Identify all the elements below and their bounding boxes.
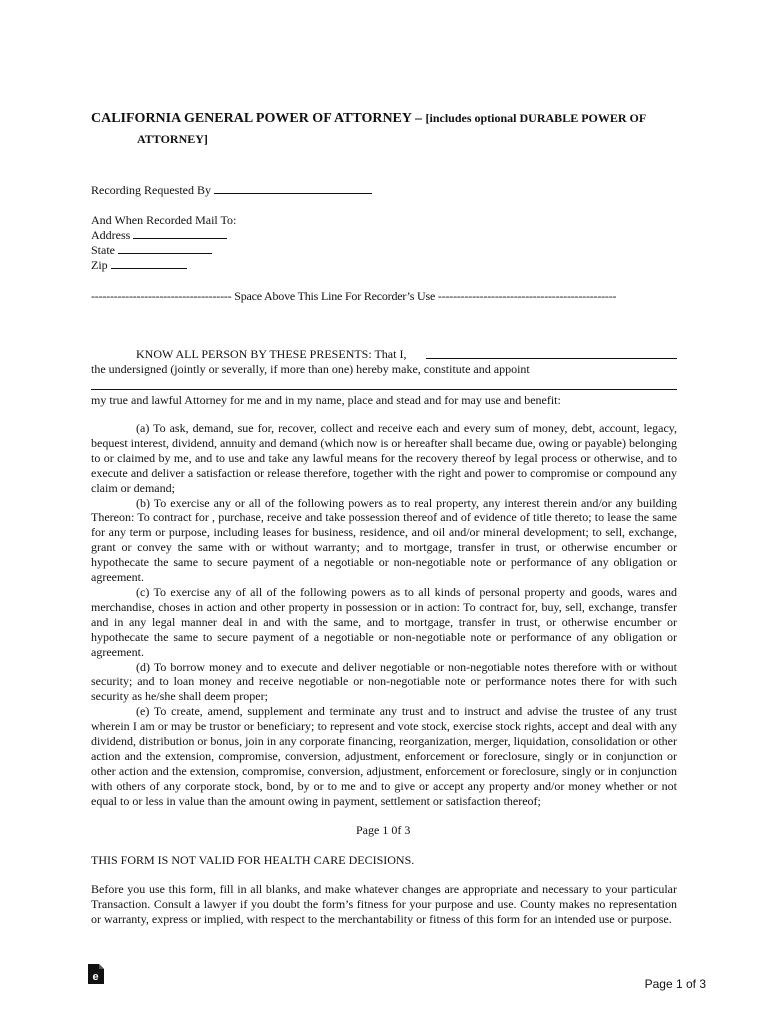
zip-row <box>91 258 187 273</box>
state-blank[interactable] <box>118 243 212 254</box>
footer-page-number: Page 1 of 3 <box>644 977 706 991</box>
svg-text:e: e <box>92 971 99 983</box>
power-b: (b) To exercise any or all of the following powers as to real property, any interest therein and/or any building Thereon: To contract for , purchase, receive and take possession thereof and of evidence of title thereto; to lease the same for any term or purpose, including leases for business, residence, and oil and/or mineral development; to sell, exchange, grant or convey the same with or without warranty; and to mortgage, transfer in trust, or otherwise encumber or hypothecate the same to secure payment of a negotiable or non-negotiable note or performance of any obligation or agreement. <box>91 495 677 585</box>
disclaimer-text <box>91 882 677 927</box>
attorney-name-blank[interactable] <box>91 389 677 390</box>
powers-section <box>91 421 677 809</box>
zip-label: Zip <box>91 258 108 272</box>
power-a: (a) To ask, demand, sue for, recover, collect and receive each and every sum of money, debt, account, legacy, bequest interest, dividend, annuity and demand (which now is or hereafter shall became due, owing or payable) belonging to or claimed by me, and to use and take any lawful means for the recovery thereof by legal process or otherwise, and to execute and deliver a satisfaction or release therefore, together with the right and power to compromise or compound any claim or demand; <box>91 421 677 495</box>
document-e-logo-icon <box>87 963 105 985</box>
know-all-text: KNOW ALL PERSON BY THESE PRESENTS: That I, <box>136 347 407 361</box>
power-c: (c) To exercise any of all of the following powers as to all kinds of personal property and goods, wares and merchandise, choses in action and other property in possession or in action: To contract for, buy, sell, exchange, transfer and in any legal manner deal in and with the same, and to mortgage, transfer in trust, or otherwise encumber or hypothecate the same to secure payment of a negotiable or non-negotiable note or performance of any obligation or agreement. <box>91 584 677 659</box>
grantor-name-blank[interactable] <box>426 358 677 359</box>
zip-blank[interactable] <box>111 258 187 269</box>
attorney-line-text: my true and lawful Attorney for me and in my name, place and stead and for may use and benefit: <box>91 393 561 407</box>
mail-to-label: And When Recorded Mail To: <box>91 213 237 227</box>
recording-requested-row <box>91 183 372 198</box>
recorder-divider: ------------------------------------- Space Above This Line For Recorder’s Use ----------------------------------------------- <box>91 289 617 303</box>
title-main: CALIFORNIA GENERAL POWER OF ATTORNEY – <box>91 111 426 126</box>
disclaimer-paragraph: Before you use this form, fill in all blanks, and make whatever changes are appropriate and necessary to your particular Transaction. Consult a lawyer if you doubt the form’s fitness for your purpose and use. County makes no representation or warranty, express or implied, with respect to the merchantability or fitness of this form for an intended use or purpose. <box>91 882 677 926</box>
know-all-row <box>136 347 406 362</box>
title-optional-continued: ATTORNEY] <box>137 132 208 146</box>
title-optional: [includes optional DURABLE POWER OF <box>425 111 647 125</box>
document-title <box>91 108 691 149</box>
not-valid-notice: THIS FORM IS NOT VALID FOR HEALTH CARE DECISIONS. <box>91 853 415 867</box>
power-e: (e) To create, amend, supplement and terminate any trust and to instruct and advise the trustee of any trust wherein I am or may be trustor or beneficiary; to represent and vote stock, exercise stock rights, accept and deal with any dividend, distribution or bonus, join in any corporate financing, reorganization, merger, liquidation, consolidation or other action and the extension, compromise, conversion, adjustment, enforcement or foreclosure, singly or in conjunction or other action and the extension, compromise, conversion, adjustment, enforcement or foreclosure, singly or in conjunction with others of any corporate stock, bond, by or to me and to give or accept any property and/or money whether or not equal to or less in value than the amount owing in payment, settlement or satisfaction thereof; <box>91 704 677 808</box>
address-blank[interactable] <box>133 228 227 239</box>
undersigned-text: the undersigned (jointly or severally, if more than one) hereby make, constitute and appoint <box>91 362 530 376</box>
state-row <box>91 243 212 258</box>
address-label: Address <box>91 228 131 242</box>
recording-requested-blank[interactable] <box>214 183 372 194</box>
power-d: (d) To borrow money and to execute and deliver negotiable or non-negotiable notes therefore with or without security; and to loan money and receive negotiable or non-negotiable note or performance notes there for with such security as he/she shall deem proper; <box>91 659 677 704</box>
recording-requested-label: Recording Requested By <box>91 183 211 197</box>
page-center-number: Page 1 0f 3 <box>356 823 411 837</box>
state-label: State <box>91 243 115 257</box>
address-row <box>91 228 227 243</box>
